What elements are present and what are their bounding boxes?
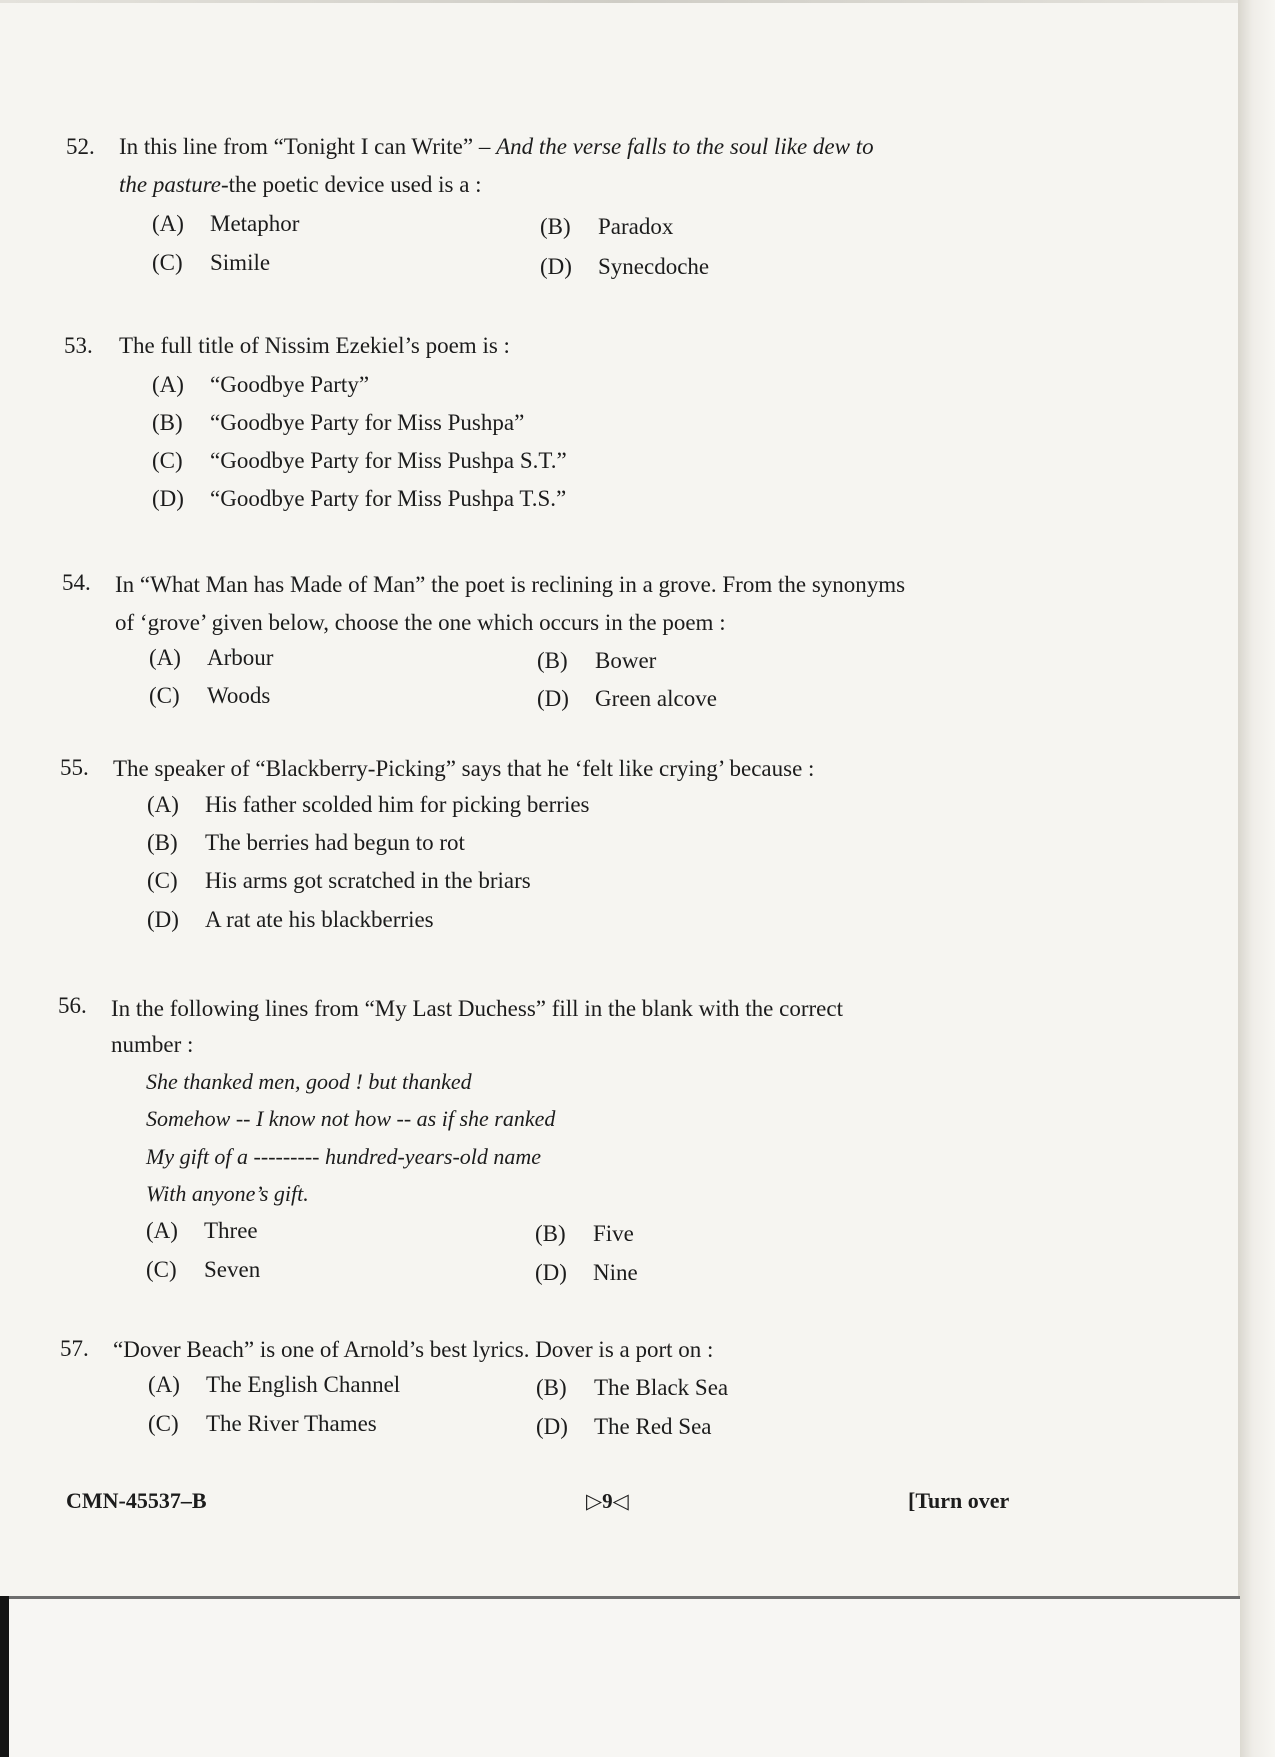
verse-line-3: My gift of a --------- hundred-years-old name — [146, 1144, 542, 1169]
option-d[interactable]: (D) Green alcove — [537, 686, 717, 711]
option-b[interactable]: (B) The Black Sea — [536, 1375, 729, 1400]
option-c[interactable]: (C) Seven — [146, 1257, 261, 1282]
option-d[interactable]: (D) A rat ate his blackberries — [147, 907, 434, 932]
top-rule — [0, 0, 1240, 3]
question-text: The speaker of “Blackberry-Picking” says that he ‘felt like crying’ because : — [113, 756, 815, 781]
option-b[interactable]: (B) Paradox — [540, 214, 674, 239]
option-c[interactable]: (C) “Goodbye Party for Miss Pushpa S.T.” — [152, 448, 567, 473]
option-c[interactable]: (C) Simile — [152, 250, 271, 275]
scan-background — [0, 1599, 1240, 1757]
option-d[interactable]: (D) Synecdoche — [540, 254, 710, 279]
turn-over-note: [Turn over — [908, 1488, 1010, 1513]
option-d[interactable]: (D) Nine — [535, 1260, 638, 1285]
option-a[interactable]: (A) The English Channel — [148, 1372, 401, 1397]
option-b[interactable]: (B) Bower — [537, 648, 657, 673]
verse-line-2: Somehow -- I know not how -- as if she ranked — [146, 1106, 556, 1131]
scan-left-bar — [0, 1596, 9, 1757]
verse-line-1: She thanked men, good ! but thanked — [146, 1069, 472, 1094]
question-number: 53. — [64, 333, 93, 358]
option-a[interactable]: (A) Metaphor — [152, 211, 300, 236]
option-c[interactable]: (C) Woods — [149, 683, 271, 708]
option-c[interactable]: (C) His arms got scratched in the briars — [147, 868, 531, 893]
question-text: “Dover Beach” is one of Arnold’s best lyrics. Dover is a port on : — [113, 1337, 714, 1362]
question-number: 57. — [60, 1336, 89, 1361]
question-text-cont: number : — [111, 1032, 194, 1057]
paper-code: CMN-45537–B — [66, 1488, 207, 1513]
scan-edge-shadow — [1238, 0, 1275, 1757]
page-bottom-edge — [0, 1596, 1240, 1599]
option-a[interactable]: (A) Three — [146, 1218, 258, 1243]
option-b[interactable]: (B) The berries had begun to rot — [147, 830, 465, 855]
question-number: 54. — [62, 570, 91, 595]
question-text: In the following lines from “My Last Duchess” fill in the blank with the correct — [111, 996, 843, 1021]
question-number: 56. — [58, 993, 87, 1018]
question-text: The full title of Nissim Ezekiel’s poem is : — [119, 333, 510, 358]
option-a[interactable]: (A) His father scolded him for picking berries — [147, 792, 590, 817]
option-c[interactable]: (C) The River Thames — [148, 1411, 377, 1436]
question-text: In “What Man has Made of Man” the poet is reclining in a grove. From the synonyms — [115, 572, 906, 597]
option-a[interactable]: (A) Arbour — [149, 645, 274, 670]
question-text-cont: of ‘grove’ given below, choose the one which occurs in the poem : — [115, 610, 726, 635]
option-b[interactable]: (B) “Goodbye Party for Miss Pushpa” — [152, 410, 525, 435]
question-number: 52. — [66, 134, 95, 159]
option-d[interactable]: (D) The Red Sea — [536, 1414, 712, 1439]
verse-line-4: With anyone’s gift. — [146, 1181, 309, 1206]
option-b[interactable]: (B) Five — [535, 1221, 634, 1246]
question-text: In this line from “Tonight I can Write” – And the verse falls to the soul like dew to — [119, 134, 874, 159]
question-number: 55. — [60, 755, 89, 780]
page-number: ▷9◁ — [586, 1489, 629, 1513]
option-d[interactable]: (D) “Goodbye Party for Miss Pushpa T.S.” — [152, 486, 567, 511]
question-text-cont: the pasture-the poetic device used is a : — [119, 172, 482, 197]
option-a[interactable]: (A) “Goodbye Party” — [152, 372, 370, 397]
